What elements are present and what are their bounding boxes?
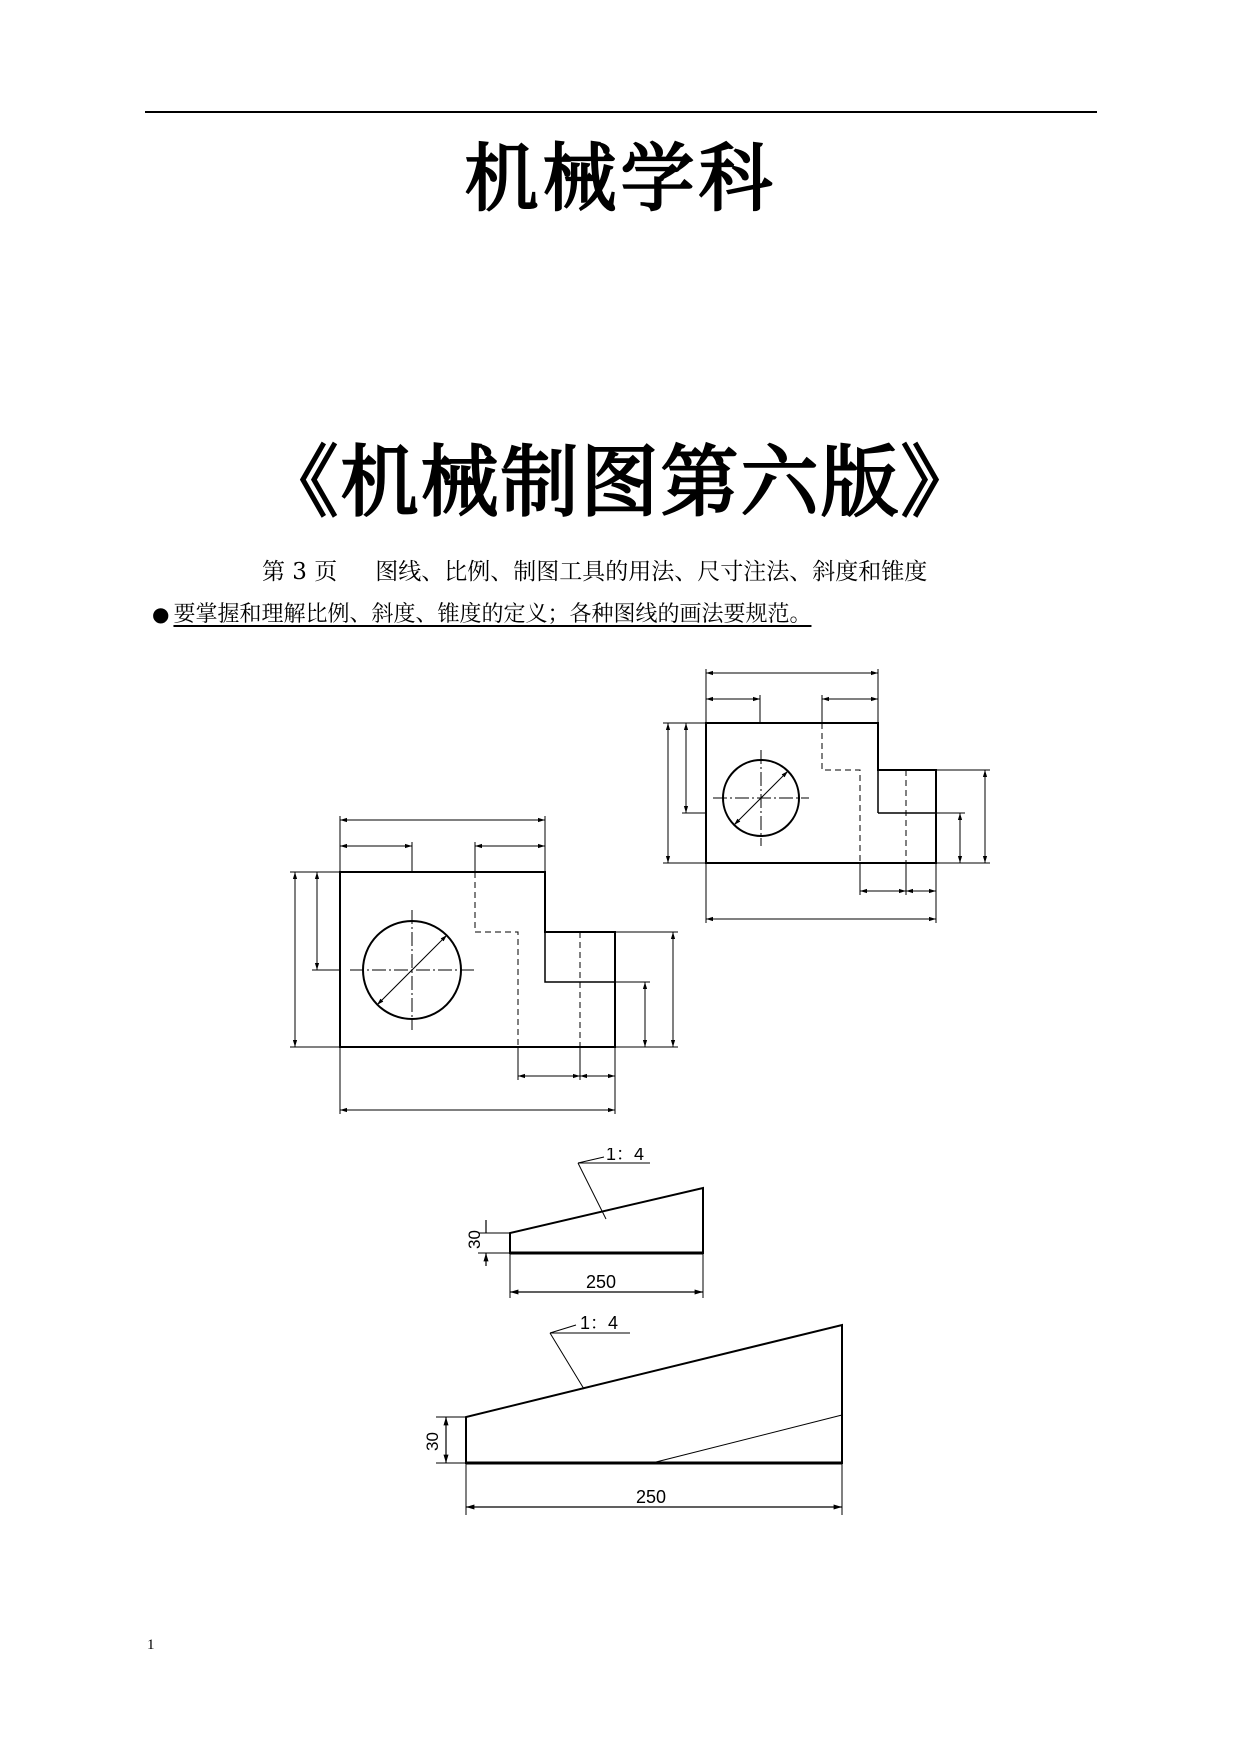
slope-outline <box>466 1325 842 1463</box>
length-label: 250 <box>586 1272 617 1292</box>
page-label: 第 3 页 <box>262 559 338 585</box>
bullet-icon: ● <box>152 602 170 626</box>
slope-ratio-label: 1：4 <box>580 1313 619 1333</box>
page-topics: 图线、比例、制图工具的用法、尺寸注法、斜度和锥度 <box>375 559 928 585</box>
block-drawing-small <box>660 665 1000 935</box>
requirement-line <box>152 597 811 628</box>
header-rule <box>145 111 1097 113</box>
part-outline <box>706 723 936 863</box>
requirement-text: 要掌握和理解比例、斜度、锥度的定义；各种图线的画法要规范。 <box>173 602 812 627</box>
slope-ratio-label: 1：4 <box>606 1148 645 1164</box>
length-label: 250 <box>636 1487 667 1507</box>
page-number: 1 <box>147 1637 155 1653</box>
part-outline <box>340 872 615 1047</box>
page-topic-line <box>262 553 927 586</box>
block-drawing-large <box>280 812 690 1122</box>
slope-outline <box>510 1188 703 1253</box>
slope-drawing-small <box>410 1148 850 1308</box>
height-label: 30 <box>423 1432 442 1451</box>
slope-drawing-large <box>400 1305 860 1525</box>
height-label: 30 <box>465 1230 484 1249</box>
subject-title: 机械学科 <box>464 136 777 222</box>
book-title: 《机械制图第六版》 <box>260 437 981 528</box>
